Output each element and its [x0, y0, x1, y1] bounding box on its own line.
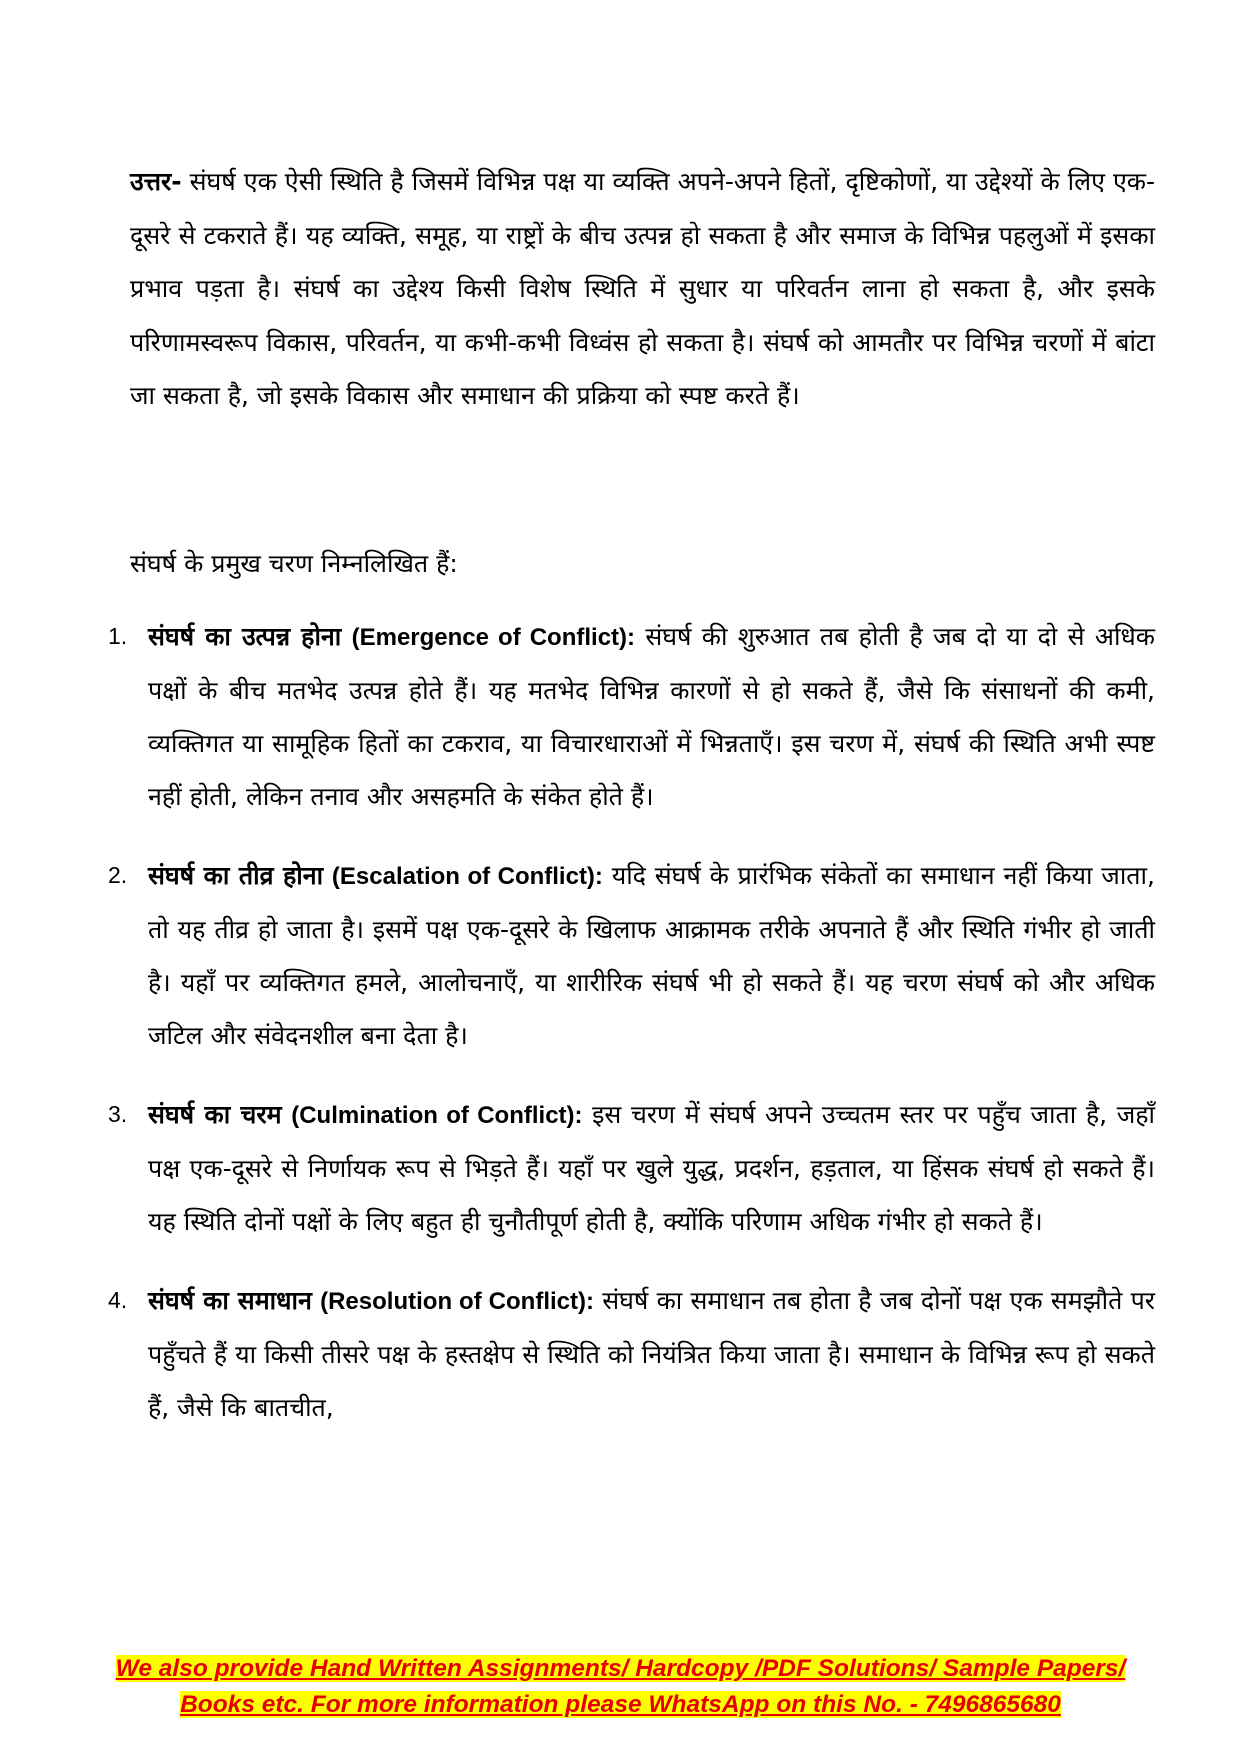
- stage-item: [108, 610, 1155, 823]
- stage-english-title: (Resolution of Conflict):: [320, 1288, 594, 1315]
- promo-footer: [0, 1651, 1241, 1723]
- stage-number: 4.: [108, 1287, 128, 1313]
- stage-title: संघर्ष का चरम: [148, 1100, 282, 1129]
- stage-text: संघर्ष का समाधान तब होता है जब दोनों पक्ष एक समझौते पर पहुँचते हैं या किसी तीसरे पक्ष के हस्तक्षेप से स्थिति को नियंत्रित किया जाता है। समाधान के विभिन्न रूप हो सकते हैं, जैसे कि बातचीत,: [148, 1286, 1155, 1422]
- stage-text: संघर्ष की शुरुआत तब होती है जब दो या दो से अधिक पक्षों के बीच मतभेद उत्पन्न होते हैं। यह मतभेद विभिन्न कारणों से हो सकते हैं, जैसे कि संसाधनों की कमी, व्यक्तिगत या सामूहिक हितों का टकराव, या विचारधाराओं में भिन्नताएँ। इस चरण में, संघर्ष की स्थिति अभी स्पष्ट नहीं होती, लेकिन तनाव और असहमति के संकेत होते हैं।: [148, 622, 1155, 811]
- stage-title: संघर्ष का समाधान: [148, 1286, 312, 1315]
- stage-number: 1.: [108, 623, 128, 649]
- answer-label: उत्तर-: [130, 167, 182, 196]
- stage-title: संघर्ष का तीव्र होना: [148, 861, 324, 890]
- stage-number: 2.: [108, 862, 128, 888]
- stage-title: संघर्ष का उत्पन्न होना: [148, 622, 342, 651]
- stage-english-title: (Culmination of Conflict):: [291, 1102, 583, 1129]
- stages-subheading: संघर्ष के प्रमुख चरण निम्नलिखित हैं:: [130, 549, 458, 578]
- stage-item: [108, 849, 1155, 1062]
- footer-line-2: Books etc. For more information please WhatsApp on this No. - 7496865680: [180, 1691, 1061, 1718]
- stage-item: [108, 1088, 1155, 1248]
- intro-paragraph: [130, 155, 1155, 423]
- stage-english-title: (Escalation of Conflict):: [331, 863, 603, 890]
- stage-text: इस चरण में संघर्ष अपने उच्चतम स्तर पर पहुँच जाता है, जहाँ पक्ष एक-दूसरे से निर्णायक रूप से भिड़ते हैं। यहाँ पर खुले युद्ध, प्रदर्शन, हड़ताल, या हिंसक संघर्ष हो सकते हैं। यह स्थिति दोनों पक्षों के लिए बहुत ही चुनौतीपूर्ण होती है, क्योंकि परिणाम अधिक गंभीर हो सकते हैं।: [148, 1100, 1155, 1236]
- intro-text: संघर्ष एक ऐसी स्थिति है जिसमें विभिन्न पक्ष या व्यक्ति अपने-अपने हितों, दृष्टिकोणों, या उद्देश्यों के लिए एक-दूसरे से टकराते हैं। यह व्यक्ति, समूह, या राष्ट्रों के बीच उत्पन्न हो सकता है और समाज के विभिन्न पहलुओं में इसका प्रभाव पड़ता है। संघर्ष का उद्देश्य किसी विशेष स्थिति में सुधार या परिवर्तन लाना हो सकता है, और इसके परिणामस्वरूप विकास, परिवर्तन, या कभी-कभी विध्वंस हो सकता है। संघर्ष को आमतौर पर विभिन्न चरणों में बांटा जा सकता है, जो इसके विकास और समाधान की प्रक्रिया को स्पष्ट करते हैं।: [130, 167, 1155, 410]
- stages-list: [108, 610, 1155, 1434]
- stage-number: 3.: [108, 1101, 128, 1127]
- stage-item: [108, 1274, 1155, 1434]
- stage-text: यदि संघर्ष के प्रारंभिक संकेतों का समाधान नहीं किया जाता, तो यह तीव्र हो जाता है। इसमें पक्ष एक-दूसरे के खिलाफ आक्रामक तरीके अपनाते हैं और स्थिति गंभीर हो जाती है। यहाँ पर व्यक्तिगत हमले, आलोचनाएँ, या शारीरिक संघर्ष भी हो सकते हैं। यह चरण संघर्ष को और अधिक जटिल और संवेदनशील बना देता है।: [148, 861, 1155, 1050]
- footer-line-1: We also provide Hand Written Assignments/ Hardcopy /PDF Solutions/ Sample Papers/: [115, 1655, 1126, 1682]
- stage-english-title: (Emergence of Conflict):: [351, 624, 636, 651]
